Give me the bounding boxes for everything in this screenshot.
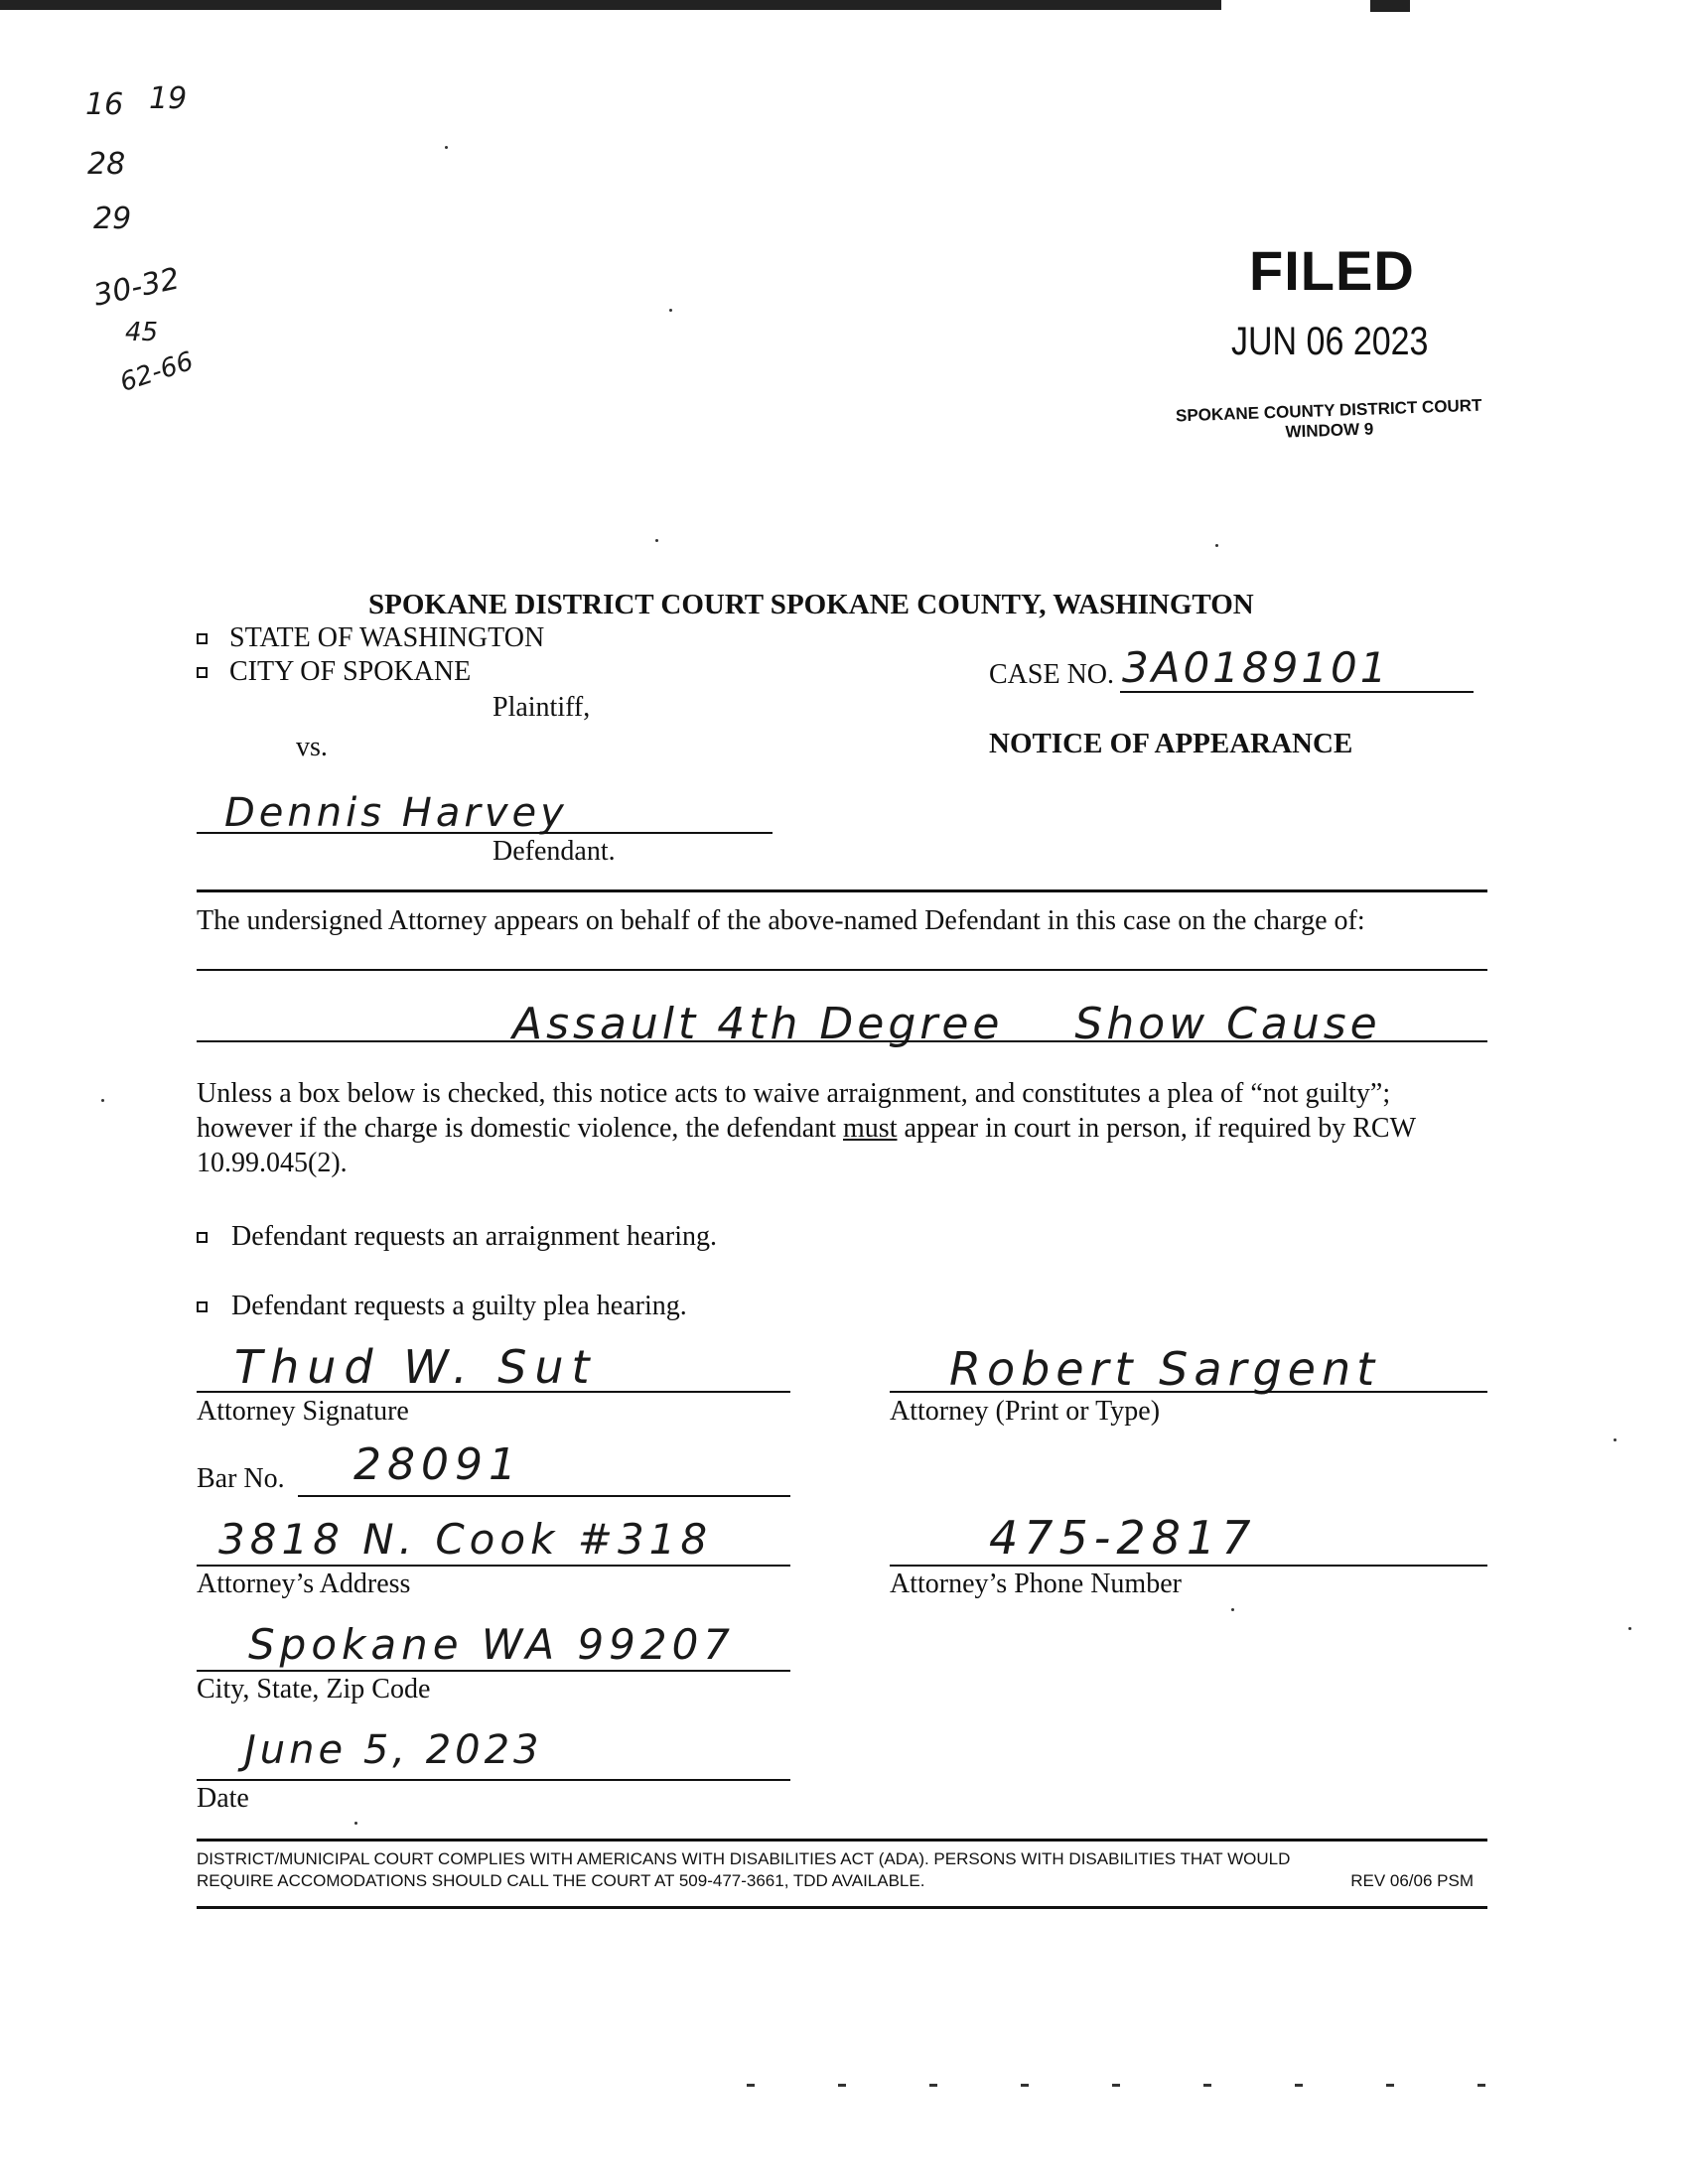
defendant-label: Defendant. (492, 836, 616, 867)
filed-stamp-date: JUN 06 2023 (1231, 320, 1429, 363)
waiver-text-part2: appear in court in person, if required by RCW 10.99.045(2). (197, 1113, 1416, 1178)
scan-speck (1628, 1627, 1631, 1630)
margin-note: 16 (85, 87, 124, 122)
scan-edge-band-right (1370, 0, 1410, 12)
attorney-phone: 475-2817 (989, 1511, 1257, 1565)
bar-no-line (298, 1495, 790, 1497)
margin-note: 28 (87, 147, 126, 182)
margin-note: 62-66 (116, 346, 198, 398)
signed-date: June 5, 2023 (244, 1727, 543, 1773)
charge-intro: The undersigned Attorney appears on behalf of the above-named Defendant in this case on the charge of: (197, 905, 1365, 936)
filed-stamp-court-line2: WINDOW 9 (1285, 419, 1374, 442)
form-revision: REV 06/06 PSM (1350, 1871, 1474, 1890)
margin-note: 45 (125, 318, 159, 347)
signed-date-line (197, 1779, 790, 1781)
bar-no-value: 28091 (353, 1439, 522, 1490)
scan-dashes (747, 2084, 1501, 2087)
signed-date-label: Date (197, 1783, 249, 1814)
attorney-phone-line (890, 1565, 1487, 1567)
margin-note: 30-32 (90, 261, 183, 314)
city-state-zip-line (197, 1670, 790, 1672)
form-title: NOTICE OF APPEARANCE (989, 728, 1353, 759)
filed-stamp-court-line1: SPOKANE COUNTY DISTRICT COURT (1175, 395, 1482, 426)
filed-stamp-title: FILED (1249, 239, 1415, 302)
footer-top-rule (197, 1839, 1487, 1842)
scan-speck (655, 539, 658, 542)
footer-bottom-rule (197, 1906, 1487, 1909)
option-arraignment (197, 1221, 717, 1253)
attorney-name: Robert Sargent (949, 1342, 1381, 1396)
plaintiff-state-checkbox[interactable] (197, 633, 208, 644)
plaintiff-state-label: STATE OF WASHINGTON (229, 622, 545, 653)
city-state-zip: Spokane WA 99207 (248, 1620, 736, 1669)
scan-speck (445, 146, 448, 149)
defendant-line (197, 832, 773, 834)
attorney-name-line (890, 1391, 1487, 1393)
charge-value: Assault 4th Degree Show Cause (512, 999, 1381, 1049)
ada-notice-line2-row (197, 1870, 1474, 1892)
waiver-text (197, 1076, 1487, 1180)
attorney-address-label: Attorney’s Address (197, 1569, 411, 1599)
case-no-label: CASE NO. (989, 659, 1115, 690)
waiver-must: must (843, 1113, 898, 1144)
ada-notice (197, 1848, 1487, 1892)
scan-speck (1614, 1438, 1617, 1441)
scan-speck (1215, 544, 1218, 547)
plaintiff-label: Plaintiff, (492, 692, 591, 723)
plaintiff-city-checkbox[interactable] (197, 667, 208, 678)
margin-note: 29 (93, 202, 132, 236)
attorney-signature-line (197, 1391, 790, 1393)
arraignment-checkbox[interactable] (197, 1232, 208, 1243)
attorney-signature: Thud W. Sut (234, 1340, 598, 1394)
filed-stamp-court (1160, 395, 1498, 447)
ada-notice-line2: REQUIRE ACCOMODATIONS SHOULD CALL THE COURT AT 509-477-3661, TDD AVAILABLE. (197, 1871, 925, 1890)
plaintiff-option-city (197, 656, 471, 688)
attorney-phone-label: Attorney’s Phone Number (890, 1569, 1182, 1599)
court-title: SPOKANE DISTRICT COURT SPOKANE COUNTY, WASHINGTON (368, 589, 1254, 620)
attorney-address: 3818 N. Cook #318 (218, 1515, 713, 1564)
scan-speck (101, 1099, 104, 1102)
guilty-plea-checkbox[interactable] (197, 1301, 208, 1312)
charge-line-1 (197, 969, 1487, 971)
guilty-plea-label: Defendant requests a guilty plea hearing. (231, 1291, 687, 1321)
vs-label: vs. (296, 732, 328, 762)
scan-speck (669, 309, 672, 312)
scan-edge-band (0, 0, 1221, 10)
section-divider (197, 889, 1487, 892)
ada-notice-line1: DISTRICT/MUNICIPAL COURT COMPLIES WITH AMERICANS WITH DISABILITIES ACT (ADA). PERSONS WITH DISABILITIES THAT WOULD (197, 1849, 1291, 1868)
option-guilty-plea (197, 1291, 687, 1322)
attorney-signature-label: Attorney Signature (197, 1396, 409, 1427)
case-no-value: 3A0189101 (1122, 643, 1390, 692)
attorney-address-line (197, 1565, 790, 1567)
attorney-name-label: Attorney (Print or Type) (890, 1396, 1161, 1427)
arraignment-label: Defendant requests an arraignment hearing. (231, 1221, 718, 1252)
plaintiff-city-label: CITY OF SPOKANE (229, 656, 472, 687)
charge-line-2 (197, 1040, 1487, 1042)
bar-no-label: Bar No. (197, 1463, 285, 1494)
margin-note: 19 (149, 81, 188, 116)
case-no-line (1120, 691, 1474, 693)
plaintiff-option-state (197, 622, 544, 654)
scan-speck (354, 1822, 357, 1825)
waiver-text-part1: Unless a box below is checked, this notice acts to waive arraignment, and constitutes a plea of “not guilty”; however if the charge is domestic violence, the defendant (197, 1078, 1391, 1144)
defendant-name: Dennis Harvey (224, 790, 568, 836)
city-state-zip-label: City, State, Zip Code (197, 1674, 431, 1705)
scan-speck (1231, 1608, 1234, 1611)
